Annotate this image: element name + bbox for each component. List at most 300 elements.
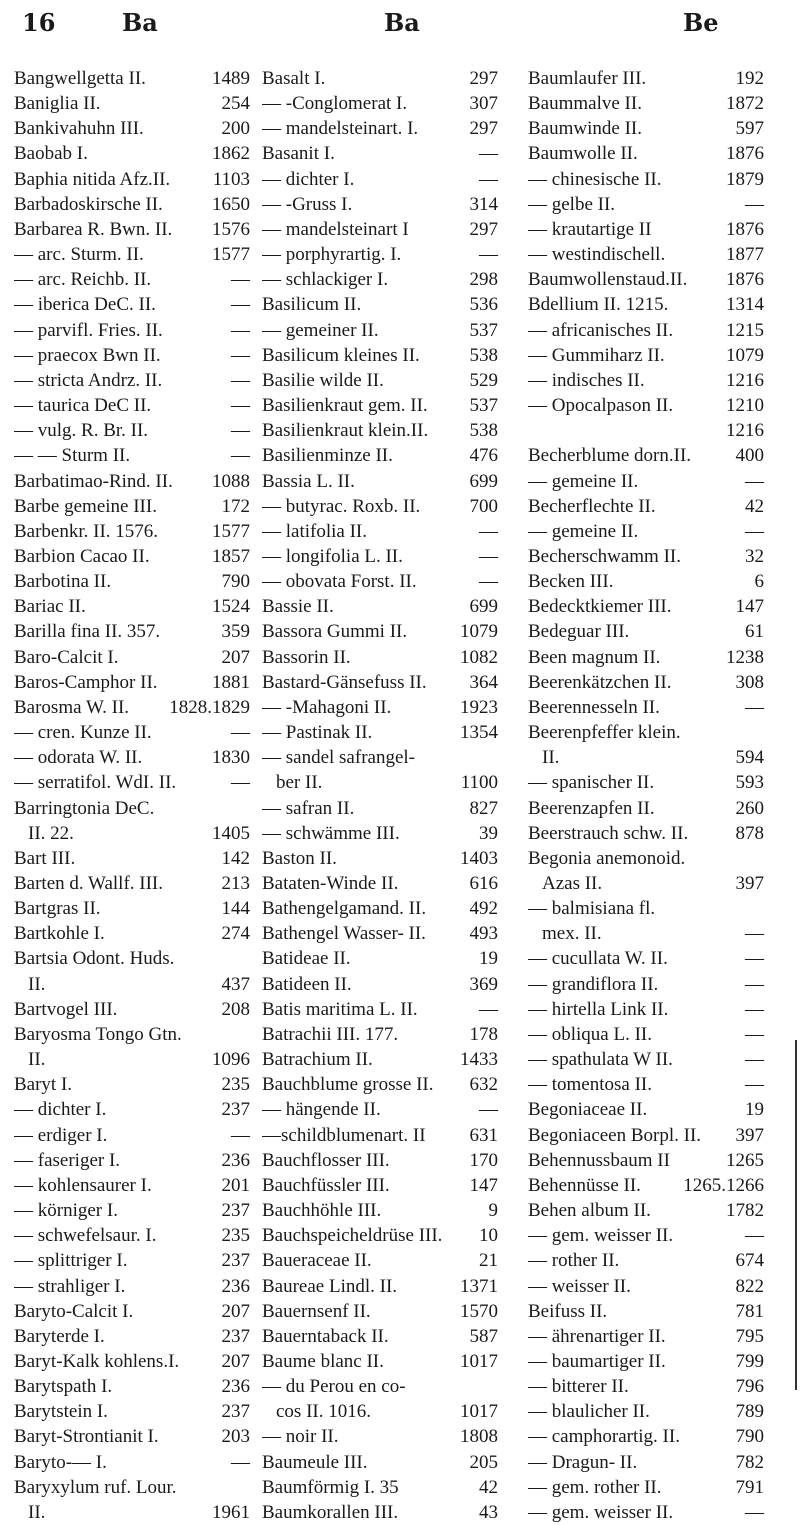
index-entry [14,821,250,846]
index-entry [528,267,764,292]
index-entry [262,292,498,317]
index-column-right [528,66,764,1525]
index-entry [262,972,498,997]
index-entry [262,91,498,116]
entry-term: — longifolia L. II. [262,545,403,567]
entry-pages: 827 [469,797,498,819]
index-entry [262,519,498,544]
index-entry [262,921,498,946]
entry-pages: 1215 [726,319,764,341]
index-column-middle [262,66,498,1525]
entry-term: Barosma W. II. [14,696,130,718]
entry-pages: 203 [221,1426,250,1448]
entry-pages: 1782 [726,1200,764,1222]
index-entry [14,594,250,619]
entry-term [528,418,722,443]
index-entry [262,896,498,921]
entry-term: — strahliger I. [14,1275,126,1297]
entry-pages: 1577 [212,244,250,266]
entry-pages: — [479,168,498,190]
running-head-right: Be [683,8,719,37]
index-entry [528,217,764,242]
entry-term: Barilla fina II. 357. [14,621,161,643]
index-entry [262,242,498,267]
entry-term: ber II. [276,772,323,794]
running-head-left: Ba [122,8,158,37]
entry-term: Bankivahuhn III. [14,118,144,140]
page-number: 16 [22,8,56,37]
entry-term: — baumartiger II. [528,1350,666,1372]
entry-pages: 492 [469,898,498,920]
entry-term: Baumwollenstaud.II. [528,269,688,291]
entry-term: Baumförmig I. 35 [262,1476,399,1498]
entry-term: Baryxylum ruf. Lour. [14,1476,177,1498]
index-entry [14,1399,250,1424]
entry-pages: 1354 [460,722,498,744]
index-entry [262,720,498,745]
entry-pages: 1879 [726,168,764,190]
entry-term: — dichter I. [262,168,355,190]
entry-term: Barten d. Wallf. III. [14,873,164,894]
index-entry [14,494,250,519]
index-entry [528,1500,764,1525]
index-entry [528,116,764,141]
entry-term: — gem. weisser II. [528,1501,674,1523]
entry-term: Been magnum II. [528,646,661,668]
index-entry [528,1274,764,1299]
index-entry [14,871,250,896]
entry-pages: 1877 [726,244,764,266]
entry-term: — schwämme III. [262,822,400,844]
entry-term: Becherschwamm II. [528,545,681,567]
entry-pages: 144 [221,898,250,920]
entry-term: — -Mahagoni II. [262,696,392,718]
entry-pages: — [479,571,498,593]
entry-term: — krautartige II [528,218,652,240]
index-entry [528,1399,764,1424]
index-entry [262,745,498,770]
entry-term: Basilienminze II. [262,445,393,467]
entry-term: — serratifol. WdI. II. [14,772,177,794]
index-entry [262,1399,498,1424]
index-entry [262,1047,498,1072]
index-column-left [14,66,250,1525]
index-entry [14,66,250,91]
entry-term: — blaulicher II. [528,1401,650,1423]
entry-term: — — Sturm II. [14,445,131,467]
entry-pages: — [479,143,498,165]
entry-pages: 822 [735,1275,764,1297]
index-entry [14,796,250,821]
index-entry [14,544,250,569]
index-entry [528,1299,764,1324]
index-entry [262,871,498,896]
entry-term: Baobab I. [14,143,88,165]
entry-term: Bassora Gummi II. [262,621,408,643]
entry-pages [246,1475,250,1500]
entry-pages: 700 [469,495,498,517]
entry-pages: 1570 [460,1300,498,1322]
index-entry [528,1198,764,1223]
entry-term: mex. II. [542,923,602,945]
entry-term: — gemeine II. [528,520,639,542]
entry-term: — gemeiner II. [262,319,379,341]
entry-term: Batrachii III. 177. [262,1023,399,1045]
entry-term: Baumkorallen III. [262,1501,399,1523]
entry-term: — arc. Reichb. II. [14,269,152,291]
entry-term: — obliqua L. II. [528,1023,653,1045]
entry-term: Bangwellgetta II. [14,68,146,89]
entry-pages: 237 [221,1325,250,1347]
entry-pages: 147 [735,596,764,618]
index-entry [14,1123,250,1148]
entry-pages: 594 [735,747,764,769]
entry-term: Bart III. [14,847,76,869]
page-header [0,6,800,46]
index-entry [14,519,250,544]
index-entry [14,192,250,217]
index-entry [262,494,498,519]
index-entry [528,1022,764,1047]
index-entry [262,1299,498,1324]
entry-pages: 314 [469,193,498,215]
entry-term: Basilienkraut klein.II. [262,420,429,442]
entry-pages: 674 [735,1250,764,1272]
entry-term: — balmisiana fl. [528,898,656,920]
index-entry [528,921,764,946]
entry-pages: 1103 [212,168,250,190]
index-entry [262,796,498,821]
entry-pages: 1876 [726,218,764,240]
entry-pages: 1808 [460,1426,498,1448]
entry-term: — -Gruss I. [262,193,353,215]
entry-term: — safran II. [262,797,355,819]
index-entry [528,997,764,1022]
index-entry [262,116,498,141]
entry-pages: 538 [469,420,498,442]
index-entry [262,141,498,166]
index-entry [262,1248,498,1273]
entry-term: — praecox Bwn II. [14,344,161,366]
entry-pages: 1828.1829 [169,696,250,718]
entry-pages: — [231,369,250,391]
index-entry [262,670,498,695]
entry-pages: 799 [735,1350,764,1372]
index-entry [528,318,764,343]
entry-term: Bauerntaback II. [262,1325,389,1347]
entry-pages: 597 [735,118,764,140]
entry-term: — ährenartiger II. [528,1325,666,1347]
entry-term: Bartgras II. [14,898,101,920]
entry-term: Bathengelgamand. II. [262,898,427,920]
index-entry [528,1047,764,1072]
entry-term: — du Perou en co- [262,1376,406,1398]
entry-pages: — [745,470,764,492]
entry-term: II. [28,973,46,995]
index-entry [14,1072,250,1097]
index-entry [14,318,250,343]
entry-pages: 791 [735,1476,764,1498]
index-entry [14,1198,250,1223]
entry-term: Bassia L. II. [262,470,355,492]
index-entry [528,1097,764,1122]
entry-pages: 1961 [212,1501,250,1523]
index-entry [14,217,250,242]
entry-pages: 1216 [726,369,764,391]
entry-term: — odorata W. II. [14,747,143,769]
index-entry [528,242,764,267]
entry-pages: 207 [221,646,250,668]
entry-term: — gem. rother II. [528,1476,662,1498]
index-entry [14,267,250,292]
entry-pages: 43 [479,1501,498,1523]
entry-pages: 1088 [212,470,250,492]
index-entry [262,645,498,670]
entry-pages: 61 [745,621,764,643]
index-entry [262,217,498,242]
entry-pages: 207 [221,1300,250,1322]
index-entry [14,167,250,192]
index-entry [262,544,498,569]
entry-term: Bauchflosser III. [262,1149,390,1171]
entry-pages: 1405 [212,822,250,844]
entry-pages: 437 [221,973,250,995]
entry-pages: 307 [469,93,498,115]
entry-pages: — [745,998,764,1020]
entry-term: — cucullata W. II. [528,948,668,970]
entry-term: — stricta Andrz. II. [14,369,163,391]
entry-term: II. [542,747,560,769]
index-entry [528,66,764,91]
entry-term: — gem. weisser II. [528,1225,674,1247]
index-entry [14,1299,250,1324]
entry-term: — arc. Sturm. II. [14,244,144,266]
entry-term: Basilienkraut gem. II. [262,395,428,417]
entry-pages: 39 [479,822,498,844]
entry-pages: 298 [469,269,498,291]
entry-term: — porphyrartig. I. [262,244,402,266]
index-entry [262,418,498,443]
entry-term: Bdellium II. 1215. [528,294,669,316]
index-entry [528,821,764,846]
entry-term: Barbion Cacao II. [14,545,150,567]
index-entry [14,921,250,946]
entry-term: Basilicum kleines II. [262,344,420,366]
entry-term: — grandiflora II. [528,973,659,995]
index-entry [14,292,250,317]
entry-term: Baryt-Strontianit I. [14,1426,159,1448]
entry-pages: — [479,244,498,266]
index-entry [262,443,498,468]
index-entry [528,896,764,921]
entry-pages: 1872 [726,93,764,115]
entry-term: Bauernsenf II. [262,1300,371,1322]
entry-pages: 172 [221,495,250,517]
index-entry [262,267,498,292]
entry-term: Batrachium II. [262,1049,373,1071]
index-entry [528,418,764,443]
entry-term: Beerenzapfen II. [528,797,655,819]
entry-term: — chinesische II. [528,168,662,190]
entry-term: Bariac II. [14,596,86,618]
entry-pages: — [231,395,250,417]
entry-term: Baryterde I. [14,1325,105,1347]
entry-pages: — [745,1074,764,1096]
index-entry [528,871,764,896]
index-entry [262,1123,498,1148]
entry-term: Baniglia II. [14,93,101,115]
entry-pages: — [231,269,250,291]
entry-term: — mandelsteinart I [262,218,409,240]
index-entry [262,846,498,871]
index-entry [14,1500,250,1525]
entry-pages: — [479,998,498,1020]
index-entry [528,443,764,468]
entry-pages: 364 [469,671,498,693]
entry-term: — vulg. R. Br. II. [14,420,149,442]
index-entry [262,368,498,393]
entry-term: Baphia nitida Afz.II. [14,168,171,190]
index-entry [528,594,764,619]
index-entry [262,1349,498,1374]
entry-term: Baumeule III. [262,1451,368,1473]
entry-pages: 789 [735,1401,764,1423]
entry-term: Baryosma Tongo Gtn. [14,1023,182,1045]
entry-term: Becherflechte II. [528,495,656,517]
entry-pages: 631 [469,1124,498,1146]
entry-term: — schlackiger I. [262,269,389,291]
entry-pages: 795 [735,1325,764,1347]
index-entry [262,695,498,720]
entry-pages [246,946,250,971]
entry-pages: 147 [469,1174,498,1196]
entry-pages: — [745,923,764,945]
index-entry [262,946,498,971]
entry-term: Baro-Calcit I. [14,646,119,668]
index-entry [528,343,764,368]
entry-term: Basilie wilde II. [262,369,384,391]
entry-pages: — [479,520,498,542]
entry-term: — africanisches II. [528,319,674,341]
entry-pages: — [745,973,764,995]
entry-term: Beerennesseln II. [528,696,660,718]
entry-term: Barytspath I. [14,1376,113,1398]
entry-term: —schildblumenart. II [262,1124,426,1146]
index-entry [14,1223,250,1248]
entry-term: — mandelsteinart. I. [262,118,419,140]
entry-pages: 1079 [726,344,764,366]
entry-pages: — [231,722,250,744]
entry-term: Basilicum II. [262,294,362,316]
index-entry [14,946,250,971]
index-entry [14,1324,250,1349]
entry-pages: 1216 [726,420,764,442]
index-entry [262,343,498,368]
entry-pages: 19 [479,948,498,970]
entry-pages: 537 [469,395,498,417]
index-entry [528,946,764,971]
entry-pages: 1577 [212,520,250,542]
index-entry [528,192,764,217]
entry-pages: 1210 [726,395,764,417]
entry-term: Begoniaceae II. [528,1099,648,1121]
entry-pages: 205 [469,1451,498,1473]
margin-rule [795,1040,797,1390]
entry-pages: 236 [221,1149,250,1171]
entry-pages: 142 [221,847,250,869]
index-entry [262,1324,498,1349]
entry-term: Beerstrauch schw. II. [528,822,689,844]
entry-term: — rother II. [528,1250,620,1272]
index-entry [14,720,250,745]
entry-term: Baureae Lindl. II. [262,1275,398,1297]
index-entry [528,770,764,795]
index-entry [14,670,250,695]
entry-term: Baston II. [262,847,337,869]
entry-term: Barbe gemeine III. [14,495,157,517]
entry-term: — spathulata W II. [528,1049,673,1071]
index-entry [262,167,498,192]
running-head-center: Ba [384,8,420,37]
entry-term: Barringtonia DeC. [14,797,155,819]
entry-pages: — [745,1501,764,1523]
entry-term: Barbotina II. [14,571,112,593]
entry-term: Bathengel Wasser- II. [262,923,426,945]
entry-term: — Gummiharz II. [528,344,665,366]
index-entry [14,1047,250,1072]
entry-pages: 1017 [460,1350,498,1372]
entry-term: Bauchblume grosse II. [262,1074,434,1096]
entry-pages: 529 [469,369,498,391]
entry-term: Baros-Camphor II. [14,671,158,693]
entry-term: — splittriger I. [14,1250,128,1272]
entry-term: — camphorartig. II. [528,1426,680,1448]
entry-pages: 207 [221,1350,250,1372]
entry-pages: 400 [735,445,764,467]
index-entry [262,569,498,594]
entry-term: — körniger I. [14,1200,118,1222]
index-entry [528,1475,764,1500]
entry-term: — westindischell. [528,244,666,266]
entry-term: — indisches II. [528,369,645,391]
index-entry [262,1198,498,1223]
entry-pages: 369 [469,973,498,995]
entry-pages: 1096 [212,1049,250,1071]
entry-term: Bedecktkiemer III. [528,596,672,618]
entry-term: Barbarea R. Bwn. II. [14,218,173,240]
entry-term: Bastard-Gänsefuss II. [262,671,427,693]
index-entry [528,1248,764,1273]
entry-term: — schwefelsaur. I. [14,1225,157,1247]
entry-pages: 235 [221,1074,250,1096]
entry-pages: 308 [735,671,764,693]
index-entry [14,1173,250,1198]
entry-pages: — [231,344,250,366]
entry-pages: 297 [469,218,498,240]
entry-pages: 235 [221,1225,250,1247]
entry-pages: 1265.1266 [683,1174,764,1196]
entry-pages: 781 [735,1300,764,1322]
index-entry [262,594,498,619]
entry-term: Behen album II. [528,1200,651,1222]
entry-pages: — [231,1451,250,1473]
entry-pages: 178 [469,1023,498,1045]
entry-term: — dichter I. [14,1099,107,1121]
entry-pages: 1100 [460,772,498,794]
entry-pages: 32 [745,545,764,567]
entry-term: Bauchspeicheldrüse III. [262,1225,443,1247]
entry-pages: — [745,1049,764,1071]
